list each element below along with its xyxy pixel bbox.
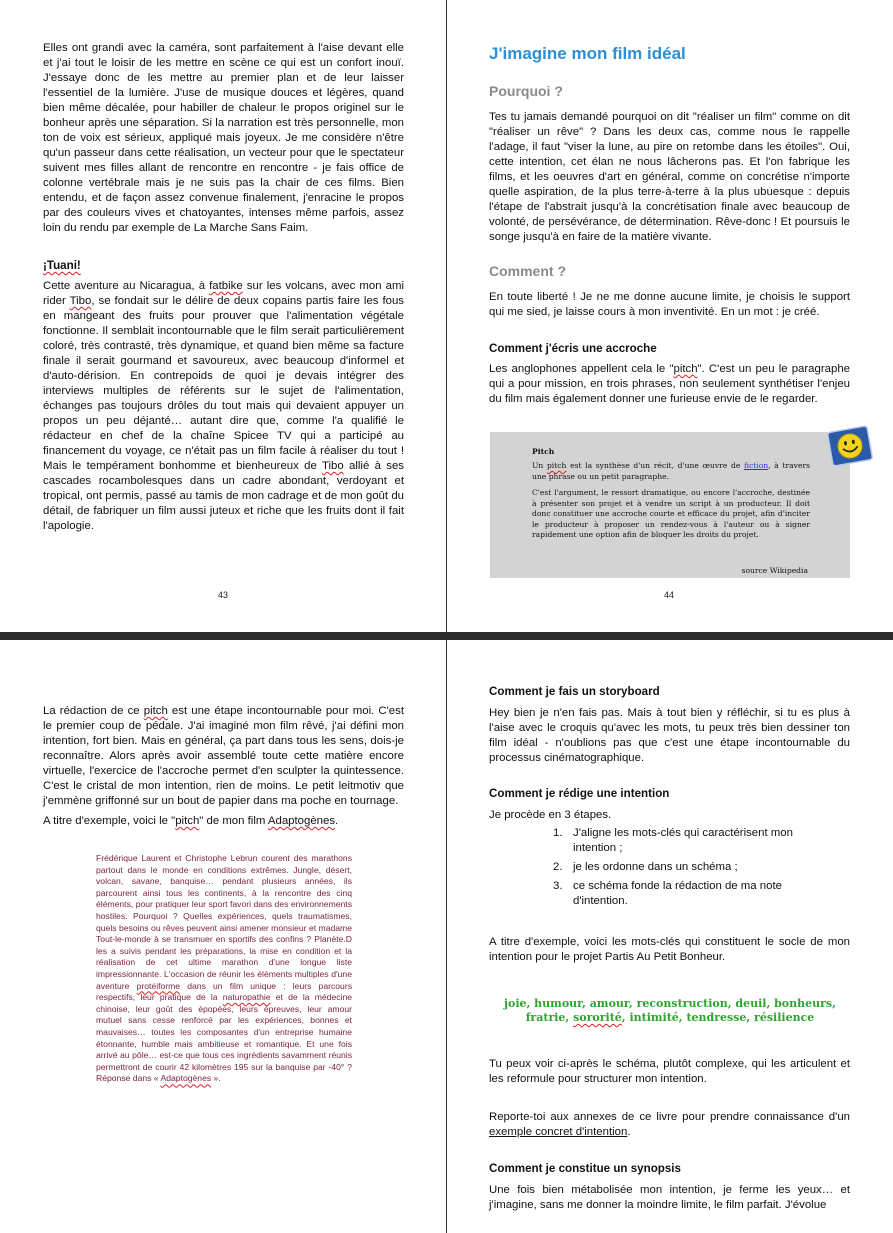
- pitch-box-title: Pitch: [532, 447, 555, 456]
- p44-paragraph-accroche: [489, 362, 850, 407]
- list-item: [553, 879, 793, 909]
- p46-paragraph-schema: Tu peux voir ci-après le schéma, plutôt complexe, qui les articulent et les reformule pour structurer mon intention.: [489, 1058, 850, 1085]
- p46-heading-intention: Comment je rédige une intention: [489, 787, 670, 800]
- misspelled-word: Adaptogènes: [160, 1073, 212, 1084]
- adaptogenes-pitch-quote: [96, 853, 352, 1085]
- text-run: est la synthèse d'un récit, d'une œuvre de: [566, 461, 744, 470]
- misspelled-word: protéiforme: [136, 980, 181, 991]
- misspelled-word: Tibo: [321, 460, 344, 472]
- text-run: A titre d'exemple, voici le ": [43, 815, 176, 827]
- page-separator-band: [0, 632, 893, 640]
- page-43: [0, 0, 446, 632]
- p45-paragraph-1: [43, 704, 404, 809]
- p45-paragraph-2: [43, 814, 404, 829]
- page-number-43: 43: [218, 590, 229, 600]
- page-number-44: 44: [664, 590, 675, 600]
- pitch-box-source: source Wikipedia: [741, 566, 808, 575]
- text-run: .: [335, 815, 339, 827]
- p46-paragraph-synopsis: Une fois bien métabolisée mon intention, je ferme les yeux… et j'imagine, sans me donner la moindre limite, le film parfait. J'évolue: [489, 1184, 850, 1211]
- text-run: et de la médecine chinoise, leur goût des épopées, leurs épreuves, leur amour mutuel sans cesse renforcé par les expériences, bonnes et mauvaises… toutes les composantes d'un entreprise humaine étonnante, humble mais ambitieuse et romantique. Et une fois arrivé au pôle… est-ce que tous ces ingrédients savamment réunis permettront de courir 42 kilomètres 195 sur la banquise par -40° ? Réponse dans «: [96, 992, 353, 1084]
- text-run: ". C'est un peu le paragraphe qui a pour mission, en trois phrases, non seulement synthétiser l'enjeu du film mais également donner une furieuse envie de le regarder.: [489, 363, 850, 405]
- p44-heading-pourquoi: Pourquoi ?: [489, 83, 563, 99]
- p43-paragraph-1: Elles ont grandi avec la caméra, sont parfaitement à l'aise devant elle et j'ai tout le loisir de les mettre en scène ce qui est un confort inouï. J'essaye donc de les mettre au premier plan et de leur laisser l'essentiel de la lumière. J'use de musique douces et légères, quand bien même décalée, pour habiller de chaleur le propos originel sur le bonheur après une séparation. Si la narration est très personnelle, mon ton de voix est sérieux, appliqué mais joyeux. Je me considère n'être qu'un passeur dans cette réalisation, un vecteur pour que le spectateur suivent mes filles allant de rencontre en rencontre - je fais office de colonne vertébrale mais je ne suis pas la chair de ces films. Bien entendu, et de façon assez convenue finalement, j'enracine le propos par des couleurs vives et chatoyantes, intenses même parfois, assez loin du rendu par exemple de La Marche Sans Faim.: [43, 42, 404, 234]
- text-run: Cette aventure au Nicaragua, à: [43, 280, 210, 292]
- p44-heading-comment: Comment ?: [489, 263, 566, 279]
- pitch-definition-box: [490, 432, 850, 578]
- misspelled-word: pitch: [175, 815, 200, 827]
- list-item: [553, 860, 793, 875]
- intention-steps-list: [553, 826, 793, 909]
- list-text: ce schéma fonde la rédaction de ma note d'intention.: [573, 880, 782, 907]
- list-item: [553, 826, 793, 856]
- p43-heading-tuani: [43, 259, 81, 272]
- page-44: [447, 0, 893, 632]
- text-run: , à travers une phrase ou un petit paragraphe.: [532, 461, 810, 481]
- misspelled-word: fatbike: [209, 280, 243, 292]
- list-number: 1.: [553, 827, 563, 839]
- pitch-box-paragraph-2: C'est l'argument, le ressort dramatique, ou encore l'accroche, destinée à présenter son projet et à vendre un script à un producteur. Il doit donc constituer une accroche courte et efficace du projet, afin d'inciter le producteur à proposer un rendez-vous à l'auteur ou à signer rapidement une option afin de bloquer les droits du projet.: [532, 488, 810, 539]
- text-run: .: [627, 1126, 631, 1138]
- text-run: est une étape incontournable pour moi. C'est le premier coup de pédale. J'ai imaginé mon film rêvé, j'ai défini mon intention, fort bien. Mais en général, ça part dans tous les sens, dois-je reconnaître. Alors après avoir assemblé toute cette matière encore virtuelle, l'exercice de l'accroche permet d'en sculpter la quintessence. C'est le cristal de mon intention, rien de moins. Le petit leitmotiv que j'emmène griffonné sur un bout de papier dans ma poche en tournage.: [43, 705, 405, 807]
- list-text: J'aligne les mots-clés qui caractérisent mon intention ;: [573, 827, 793, 854]
- text-run: Reporte-toi aux annexes de ce livre pour prendre connaissance d'un: [489, 1111, 850, 1123]
- list-number: 2.: [553, 861, 563, 873]
- page-45: [0, 640, 446, 1233]
- page-46: [447, 640, 893, 1233]
- text-run: sur les volcans, avec mon ami rider: [43, 280, 405, 307]
- p46-paragraph-intention: Je procède en 3 étapes.: [489, 809, 612, 821]
- intention-example-link[interactable]: exemple concret d'intention: [489, 1126, 628, 1138]
- misspelled-word: Tibo: [69, 295, 92, 307]
- list-number: 3.: [553, 880, 563, 892]
- p46-heading-storyboard: Comment je fais un storyboard: [489, 685, 660, 698]
- p44-paragraph-comment: En toute liberté ! Je ne me donne aucune limite, je choisis le support qui me sied, je laisse cours à mon inventivité. En un mot : je créé.: [489, 291, 850, 318]
- text-run: " de mon film: [199, 815, 268, 827]
- misspelled-word: pitch: [673, 363, 698, 375]
- smiley-icon: [825, 423, 875, 468]
- p43-heading-text: ¡Tuani!: [43, 259, 81, 272]
- text-run: La rédaction de ce: [43, 705, 144, 717]
- text-run: allié à ses cascades rocambolesques dans un cadre abondant, verdoyant et tropical, ont permis, passé au tamis de mon cadrage et de mon goût du détail, de fabriquer un film aussi juteux et riche que les fruits dont il fait l'apologie.: [43, 460, 404, 532]
- p46-paragraph-annexes: [489, 1110, 850, 1140]
- misspelled-word: pitch: [143, 705, 168, 717]
- text-run: ».: [211, 1073, 221, 1084]
- text-run: , se fondait sur le délire de deux copains partis faire les fous en mangeant des fruits pour prouver que l'alimentation végétale fonctionne. Il semblait incontournable que le film serait particulièrement coloré, très contrasté, très dynamique, et quand bien même sa facture finale il serait gourmand et savoureux, avec beaucoup d'informel et d'auto-dérision. En contrepoids de quoi je devais intégrer des interviews multiples de référents sur le sujet de l'alimentation, échanges pas toujours drôles du tout mais qui devaient appuyer un propos un peu déjanté… autant dire que, comme l'a qualifié le rédacteur en chef de la chaîne Spicee TV qui a participé au financement du voyage, ce n'était pas un film facile à réaliser du tout ! Mais le tempérament bonhomme et bienheureux de: [43, 295, 405, 472]
- p46-heading-synopsis: Comment je constitue un synopsis: [489, 1162, 681, 1175]
- p44-title: J'imagine mon film idéal: [489, 44, 686, 63]
- misspelled-word: Adaptogènes: [267, 815, 336, 827]
- fiction-link[interactable]: fiction: [743, 461, 769, 470]
- p46-paragraph-example: A titre d'exemple, voici les mots-clés qui constituent le socle de mon intention pour le projet Partis Au Petit Bonheur.: [489, 936, 850, 963]
- text-run: dans un film unique : leurs parcours respectifs, leur pratique de la: [96, 980, 352, 1003]
- p46-paragraph-storyboard: Hey bien je n'en fais pas. Mais à tout bien y réfléchir, si tu es plus à l'aise avec le croquis qu'avec les mots, tu peux très bien dessiner ton film idéal - n'oublions pas que c'est une étape incontournable du processus cinématographique.: [489, 707, 850, 764]
- list-text: je les ordonne dans un schéma ;: [573, 861, 738, 873]
- pitch-box-paragraph-1: [532, 461, 810, 482]
- misspelled-word: sororité: [573, 1011, 622, 1024]
- p44-paragraph-pourquoi: Tes tu jamais demandé pourquoi on dit "réaliser un film" comme on dit "réaliser un rêve" ? Dans les deux cas, comme nous le rappelle l'adage, il faut "viser la lune, au pire on retombe dans les étoiles". Oui, cette intention, cet élan ne nous lâcherons pas. Et l'on fabrique les films, et les oeuvres d'art en général, comme on concrétise n'importe quelle aspiration, de la plus terre-à-terre à la plus ubuesque : depuis l'étape de l'abstrait jusqu'à la concrétisation finale avec beaucoup de volonté, de persévérance, de détermination. Rêve-donc ! Et poursuis le songe jusqu'à en faire de la matière vivante.: [489, 111, 850, 243]
- text-run: Un: [532, 461, 547, 470]
- text-run: Frédérique Laurent et Christophe Lebrun courent des marathons partout dans le monde en conditions extrêmes. Jungle, désert, volcan, savane, banquise… pendant plusieurs années, ils parcourent ainsi tous les continents, à la rencontre des cinq éléments, pour pratiquer leur sport favori dans des environnements hostiles. Pourquoi ? Quelles expériences, quels traumatismes, quels besoins ou rêves peuvent ainsi amener monsieur et madame Tout-le-monde à se transmuer en sportifs des confins ? Planète.D les a suivis pendant les préparations, la mise en condition et la réalisation de cet ultime marathon d'une longue liste impressionnante. L'occasion de réunir les éléments multiples d'une aventure: [96, 853, 352, 991]
- misspelled-word: pitch: [546, 461, 567, 470]
- p43-paragraph-2: [43, 279, 404, 534]
- text-run: joie, humour, amour, reconstruction, deuil, bonheurs, fratrie,: [504, 997, 836, 1024]
- misspelled-word: naturopathie: [222, 992, 271, 1003]
- text-run: , intimité, tendresse, résilience: [621, 1011, 815, 1024]
- intention-keywords: [490, 997, 850, 1025]
- p44-heading-accroche: Comment j'écris une accroche: [489, 342, 657, 355]
- text-run: Les anglophones appellent cela le ": [489, 363, 674, 375]
